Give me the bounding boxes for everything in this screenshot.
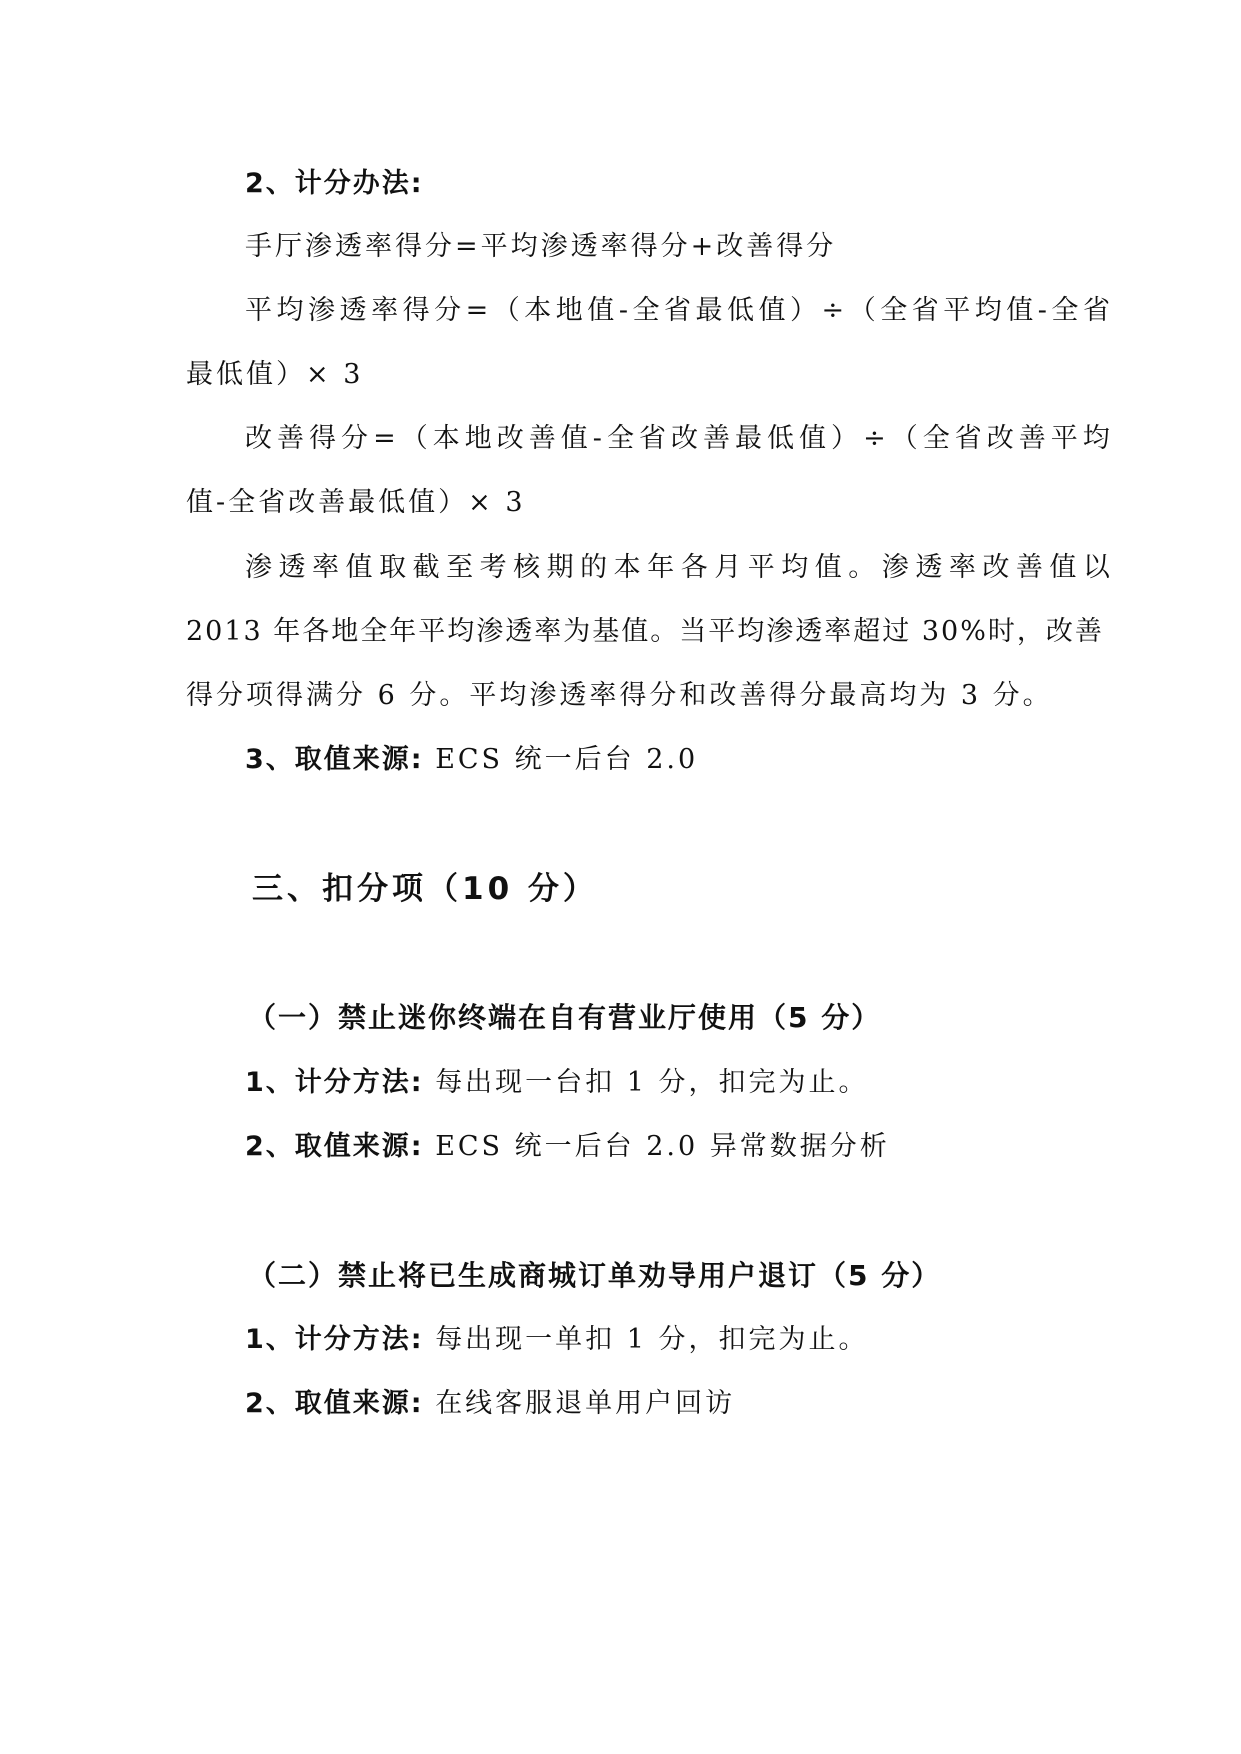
subsection-1-source bbox=[245, 1133, 890, 1160]
source-value: 在线客服退单用户回访 bbox=[435, 1388, 736, 1419]
method-value: 每出现一单扣 1 分，扣完为止。 bbox=[435, 1324, 869, 1355]
source-label: 2、取值来源: bbox=[245, 1388, 424, 1419]
source-value: ECS 统一后台 2.0 bbox=[435, 744, 699, 775]
source-label: 3、取值来源: bbox=[245, 744, 424, 775]
formula-average-line1: 平 均 渗 透 率 得 分 = （ 本 地 值 - 全 省 最 低 值 ） ÷ （ 全 省 平 均 值 - 全 省 bbox=[245, 295, 1110, 326]
explanation-line2: 2013 年各地全年平均渗透率为基值。当平均渗透率超过 30%时，改善 bbox=[186, 616, 1104, 647]
formula-improvement-line2: 值-全省改善最低值）× 3 bbox=[186, 487, 526, 518]
subsection-1-title: （一）禁止迷你终端在自有营业厅使用（5 分） bbox=[248, 1001, 882, 1034]
subsection-2-method bbox=[245, 1326, 869, 1353]
explanation-line3: 得分项得满分 6 分。平均渗透率得分和改善得分最高均为 3 分。 bbox=[186, 680, 1053, 711]
subsection-1-method bbox=[245, 1069, 869, 1096]
method-label: 1、计分方法: bbox=[245, 1067, 424, 1098]
formula-improvement-line1: 改 善 得 分 = （ 本 地 改 善 值 - 全 省 改 善 最 低 值 ） ÷ （ 全 省 改 善 平 均 bbox=[245, 423, 1110, 454]
source-value: ECS 统一后台 2.0 异常数据分析 bbox=[435, 1131, 890, 1162]
section-deductions-title: 三、扣分项（10 分） bbox=[252, 871, 598, 907]
scoring-method-heading: 2、计分办法: bbox=[245, 168, 424, 199]
formula-average-line2: 最低值）× 3 bbox=[186, 359, 364, 390]
subsection-2-title: （二）禁止将已生成商城订单劝导用户退订（5 分） bbox=[248, 1259, 942, 1292]
explanation-line1: 渗 透 率 值 取 截 至 考 核 期 的 本 年 各 月 平 均 值 。 渗 透 率 改 善 值 以 bbox=[245, 552, 1110, 583]
subsection-2-source bbox=[245, 1390, 735, 1417]
source-line bbox=[245, 746, 698, 773]
source-label: 2、取值来源: bbox=[245, 1131, 424, 1162]
formula-total: 手厅渗透率得分=平均渗透率得分+改善得分 bbox=[245, 231, 837, 262]
method-label: 1、计分方法: bbox=[245, 1324, 424, 1355]
method-value: 每出现一台扣 1 分，扣完为止。 bbox=[435, 1067, 869, 1098]
